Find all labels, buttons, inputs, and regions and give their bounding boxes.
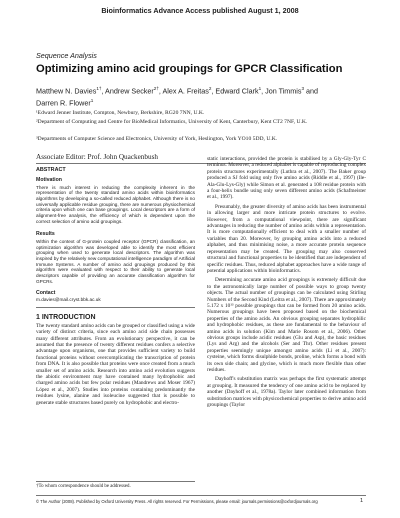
author-affil-mark: 1†	[96, 86, 102, 91]
motivation-text: There is much interest in reducing the complexity inherent in the representation of the twenty standard amino acids within bioinformatics algorithms by developing a so-called reduced alphabet. Although there is no universally applicable residue grouping, there are numerous physiochemical criteria upon which one can base groupings. Local descriptors are a form of alignment-free analysis, the efficiency of which is dependent upon the correct selection of amino acid groupings.	[36, 184, 195, 224]
abstract-divider	[36, 307, 195, 308]
affiliation-1: ¹Edward Jenner Institute, Compton, Newbury, Berkshire, RG20 7NN, U.K.	[36, 110, 205, 116]
body-paragraph: Determining accurate amino acid groupings is extremely difficult due to the astronomically large number of possible ways to group twenty objects. The actual number of groupings can be calculated using Stirling Numbers of the Second Kind (Leitra et al., 2007). There are approximately 5.172 x 10¹³ possible groupings that can be formed from 20 amino acids. Numerous groupings have been proposed based on the biochemical properties of the amino acids. An obvious grouping separates hydrophilic and hydrophobic residues, as these are fundamental to the behaviour of amino acids in solution (Kim and Marie Rosom et al., 2006). Other obvious groups include acidic residues (Glu and Asp), the basic residues (Lys and Arg) and the alcohols (Ser and Thr). Other residues present properties seemingly unique amongst amino acids (Li et al., 2007): cysteine, which forms disulphide bonds, proline, which forms a bond with its own side chain; and glycine, which is much more flexible than other residues.	[207, 277, 366, 373]
author-affil-mark: 1	[90, 97, 94, 103]
author-name: , Alex A. Freitas	[158, 86, 209, 96]
body-paragraph: Dayhoff's substitution matrix was perhaps the first systematic attempt at grouping. It measured the tendency of one amino acid to be replaced by another (Dayhoff et al., 1978a). Taylor later combined information from substitution matrices with physicochemical properties to derive amino acid groupings (Taylor	[207, 376, 366, 409]
paper-title: Optimizing amino acid groupings for GPCR Classification	[36, 63, 343, 75]
copyright-footer: © The Author (2008). Published by Oxford University Press. All rights reserved. For Permissions, please email: journals.permissions@oxfordjournals.org	[36, 499, 318, 504]
motivation-label: Motivation	[36, 177, 62, 183]
contact-email[interactable]: m.davies@mail.cryst.bbk.ac.uk	[36, 297, 101, 303]
author-list	[36, 84, 366, 108]
correspondence-footnote: †To whom correspondence should be addressed.	[36, 481, 195, 489]
body-paragraph: Presumably, the greater diversity of amino acids has been instrumental in allowing larger and more intricate protein structures to evolve. However, from a computational viewpoint, there are significant advantages in reducing the number of amino acids within a representation. It is more computationally efficient to deal with a smaller number of variables than 20. Moreover, by grouping amino acids into a reduced alphabet, and thus minimising noise, a more accurate protein sequence representation may be created. The grouping may also conserved structural and functional properties to be identified that are independent of specific residues. Thus, reduced alphabet approaches have a wide range of potential applications within bioinformatics.	[207, 203, 366, 274]
advance-access-banner: Bioinformatics Advance Access published August 1, 2008	[101, 6, 299, 15]
contact-label: Contact	[36, 289, 56, 296]
associate-editor: Associate Editor: Prof. John Quackenbush	[36, 153, 158, 161]
body-paragraph: static interactions, provided the protein is stabilised by a Gly-Gly-Tyr C terminus. Moreover, a reduced alphabet is capable of reproducing complex protein structures experimentally (Luthra et al., 2007). The Baker group produced a SJ fold using only five amino acids (Riddle et al., 1997) (Ile-Ala-Glu-Lys-Gly) while Simon et al. generated a 108 residue protein with a four-helix bundle using only seven different amino acids (Schafmeister et al., 1997).	[207, 156, 366, 201]
left-column	[36, 160, 195, 409]
author-name: Matthew N. Davies	[36, 86, 97, 96]
author-affil-mark: 2	[208, 86, 212, 91]
section-label: Sequence Analysis	[36, 51, 97, 60]
introduction-heading: 1 INTRODUCTION	[36, 313, 96, 321]
author-name: , Jon Timmis	[261, 86, 302, 96]
results-text: Within the context of G-protein coupled receptor (GPCR) classification, an optimization algorithm was developed able to identify the most efficient grouping when used to generate local descriptors. The algorithm was inspired by the relatively new computational intelligence paradigm of Artificial Immune Systems. A number of amino acid groupings produced by this algorithm were evaluated with respect to their ability to generate local descriptors capable of providing an accurate classification algorithm for GPCRs.	[36, 238, 195, 284]
author-affil-mark: 2†	[153, 86, 159, 91]
author-name: Darren R. Flower	[36, 98, 91, 108]
results-label: Results	[36, 231, 55, 238]
author-name: , Edward Clark	[211, 86, 259, 96]
author-affil-mark: 3	[301, 86, 305, 91]
page-number: 1	[360, 498, 364, 504]
intro-paragraph: The twenty standard amino acids can be grouped or classified using a wide variety of distinct criteria, since each amino acid side chain possesses many different attributes. From an evolutionary perspective, it can be assumed that the presence of twenty different residues confers a selective advantage upon organisms, one that provides sufficient variety to build functional proteins without overcomplicating the transcription of protein from DNA. It is also possible that proteins were once created from a much smaller set of amino acids. Research into amino acid evolution suggests the abiotic environment may have contained many hydrophobic and charged amino acids but few polar residues (Mandrews and Moser 1967) López et al., 2007). Studies into proteins containing predominantly the residues lysine, alanine and isoleucine suggested that is possible to generate stable structures based purely on hydrophobic and electro-	[36, 322, 195, 406]
author-name: and	[304, 86, 319, 96]
author-affil-mark: 1	[258, 86, 262, 91]
affiliation-3: ³Departments of Computer Science and Electronics, University of York, Heslington, York YO10 5DD, U.K.	[36, 136, 278, 142]
author-name: , Andrew Secker	[101, 86, 154, 96]
abstract-heading: ABSTRACT	[36, 167, 66, 173]
affiliation-2: ²Department of Computing and Centre for BioMedical Informatics, University of Kent, Canterbury, Kent CT2 7NF, U.K.	[36, 119, 308, 125]
right-column	[207, 156, 366, 411]
footer-divider	[36, 495, 366, 496]
